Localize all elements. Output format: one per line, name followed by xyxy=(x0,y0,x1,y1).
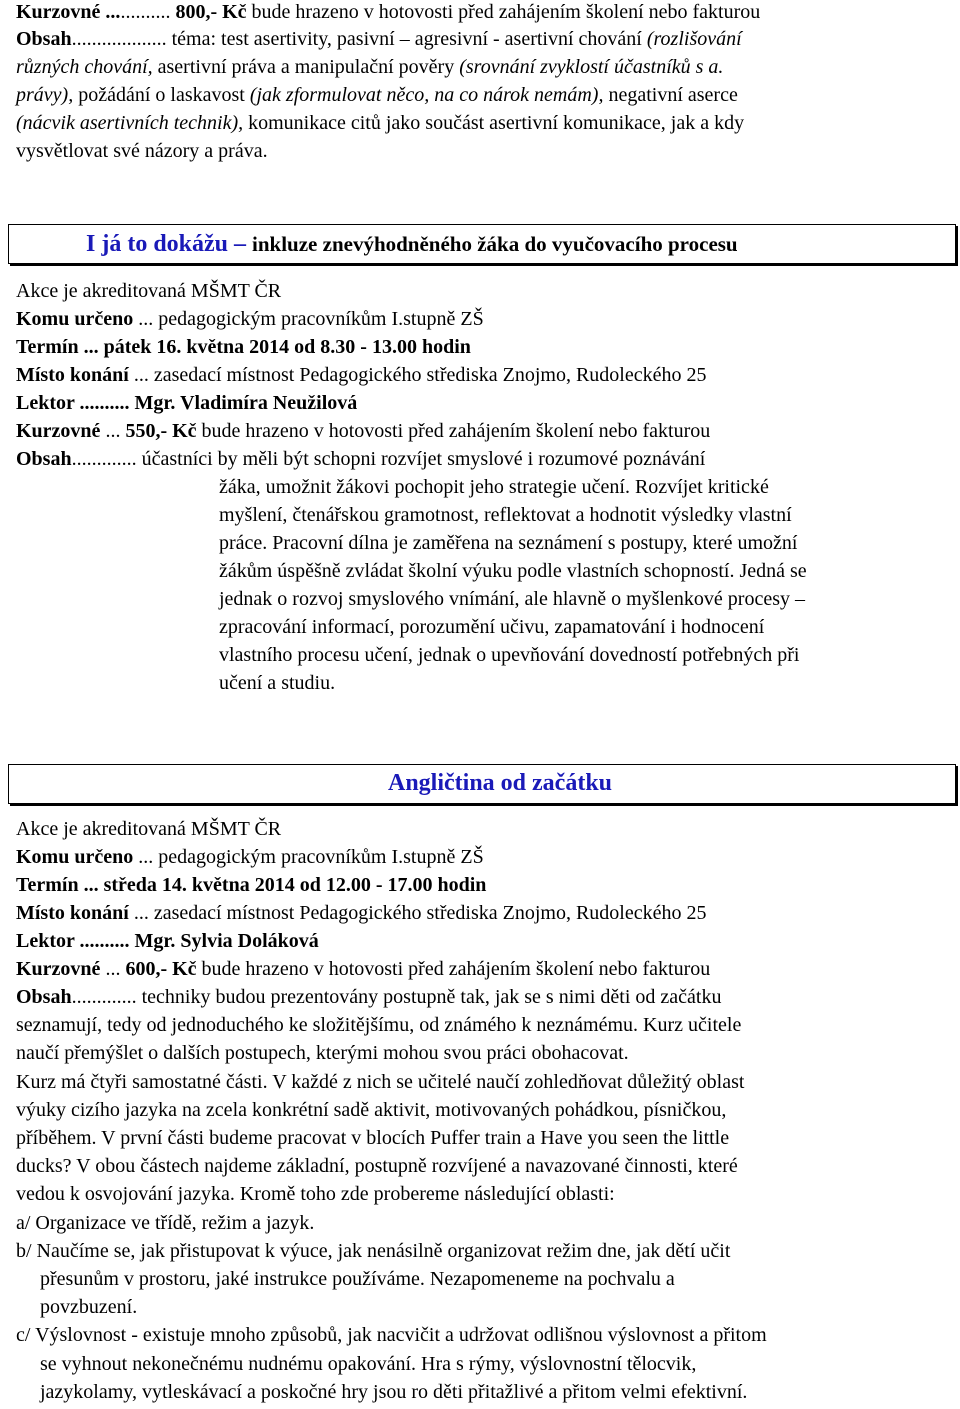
lecturer-label: Lektor xyxy=(16,392,75,414)
course-title: I já to dokážu – inkluze znevýhodněného žáka do vyučovacího procesu xyxy=(86,231,738,257)
content-label: Obsah xyxy=(16,986,72,1008)
content-line: výuky cizího jazyka na zcela konkrétní sadě aktivit, motivovaných pohádkou, písničkou, xyxy=(16,1099,727,1121)
fee-price: 550,- Kč xyxy=(125,420,197,442)
content-line: vedou k osvojování jazyka. Kromě toho zde probereme následující oblasti: xyxy=(16,1183,615,1205)
lecturer-row: Lektor .......... Mgr. Sylvia Doláková xyxy=(16,930,319,952)
content-line: žákům úspěšně zvládat školní výuku podle vlastních schopností. Jedná se xyxy=(219,560,807,582)
date-row xyxy=(16,334,471,360)
date-value: ... pátek 16. května 2014 od 8.30 - 13.00 hodin xyxy=(83,336,471,358)
audience-value: ... pedagogickým pracovníkům I.stupně ZŠ xyxy=(138,846,484,868)
content-line: zpracování informací, porozumění učivu, zapamatování i hodnocení xyxy=(219,616,765,638)
content-line: žáka, umožnit žákovi pochopit jeho strategie učení. Rozvíjet kritické xyxy=(219,476,769,498)
audience-row xyxy=(16,306,484,332)
content-line: učení a studiu. xyxy=(219,672,336,694)
date-label: Termín xyxy=(16,336,79,358)
list-item-b: b/ Naučíme se, jak přistupovat k výuce, jak nenásilně organizovat režim dne, jak dětí učit xyxy=(16,1240,731,1262)
kurzovne-row: Kurzovné ............. 800,- Kč bude hrazeno v hotovosti před zahájením školení nebo fakturou xyxy=(16,1,761,23)
kurzovne-price: 800,- Kč xyxy=(175,1,247,23)
content-row: Obsah............. účastníci by měli být schopni rozvíjet smyslové i rozumové poznávání xyxy=(16,448,706,470)
venue-value: ... zasedací místnost Pedagogického střediska Znojmo, Rudoleckého 25 xyxy=(133,364,707,386)
accreditation-note: Akce je akreditovaná MŠMT ČR xyxy=(16,818,282,840)
list-item-a: a/ Organizace ve třídě, režim a jazyk. xyxy=(16,1212,315,1234)
content-line: jednak o rozvoj smyslového vnímání, ale hlavně o myšlenkové procesy – xyxy=(219,588,805,610)
course-subtitle: inkluze znevýhodněného žáka do vyučovacího procesu xyxy=(252,232,738,256)
fee-price: 600,- Kč xyxy=(125,958,197,980)
obsah-label: Obsah xyxy=(16,28,72,50)
lecturer-label: Lektor xyxy=(16,930,75,952)
venue-value: ... zasedací místnost Pedagogického střediska Znojmo, Rudoleckého 25 xyxy=(133,902,707,924)
venue-label: Místo konání xyxy=(16,902,129,924)
list-item-c-cont: se vyhnout nekonečnému nudnému opakování. Hra s rýmy, výslovnostní tělocvik, xyxy=(40,1353,697,1375)
content-line: práce. Pracovní dílna je zaměřena na seznámení s postupy, které umožní xyxy=(219,532,798,554)
content-line: myšlení, čtenářskou gramotnost, reflektovat a hodnotit výsledky vlastní xyxy=(219,504,792,526)
audience-label: Komu určeno xyxy=(16,846,134,868)
lecturer-row: Lektor .......... Mgr. Vladimíra Neužilová xyxy=(16,392,358,414)
audience-row xyxy=(16,844,484,870)
content-line: vlastního procesu učení, jednak o upevňování dovedností potřebných při xyxy=(219,644,800,666)
content-line: Kurz má čtyři samostatné části. V každé z nich se učitelé naučí zohledňovat důležitý oblast xyxy=(16,1071,745,1093)
obsah-line: právy), požádání o laskavost (jak zformulovat něco, na co nárok nemám), negativní aserce xyxy=(16,84,738,106)
content-line: naučí přemýšlet o dalších postupech, kterými mohou svou práci obohacovat. xyxy=(16,1042,629,1064)
lecturer-value: ... Mgr. Vladimíra Neužilová xyxy=(114,392,358,414)
fee-label: Kurzovné xyxy=(16,420,101,442)
lecturer-value: ... Mgr. Sylvia Doláková xyxy=(114,930,319,952)
audience-label: Komu určeno xyxy=(16,308,134,330)
obsah-line: (nácvik asertivních technik), komunikace citů jako součást asertivní komunikace, jak a kdy xyxy=(16,112,745,134)
content-line: ducks? V obou částech najdeme základní, postupně rozvíjené a navazované činnosti, které xyxy=(16,1155,738,1177)
content-row: Obsah............. techniky budou prezentovány postupně tak, jak se s nimi děti od začátku xyxy=(16,986,722,1008)
obsah-line: různých chování, asertivní práva a manipulační pověry (srovnání zvyklostí účastníků s a. xyxy=(16,56,724,78)
fee-row: Kurzovné ... 550,- Kč bude hrazeno v hotovosti před zahájením školení nebo fakturou xyxy=(16,420,711,442)
fee-row: Kurzovné ... 600,- Kč bude hrazeno v hotovosti před zahájením školení nebo fakturou xyxy=(16,958,711,980)
content-label: Obsah xyxy=(16,448,72,470)
fee-label: Kurzovné xyxy=(16,958,101,980)
date-row xyxy=(16,872,486,898)
course-title: Angličtina od začátku xyxy=(388,770,613,796)
kurzovne-label: Kurzovné ... xyxy=(16,1,121,23)
course-title-main: I já to dokážu xyxy=(86,231,229,257)
list-item-c: c/ Výslovnost - existuje mnoho způsobů, jak nacvičit a udržovat odlišnou výslovnost a přitom xyxy=(16,1324,767,1346)
obsah-line: vysvětlovat své názory a práva. xyxy=(16,140,268,162)
date-label: Termín xyxy=(16,874,79,896)
list-item-b-cont: povzbuzení. xyxy=(40,1296,138,1318)
accreditation-note: Akce je akreditovaná MŠMT ČR xyxy=(16,280,282,302)
list-item-b-cont: přesunům v prostoru, jaké instrukce používáme. Nezapomeneme na pochvalu a xyxy=(40,1268,675,1290)
content-line: seznamují, tedy od jednoduchého ke složitějšímu, od známého k neznámému. Kurz učitele xyxy=(16,1014,742,1036)
venue-row xyxy=(16,362,706,388)
audience-value: ... pedagogickým pracovníkům I.stupně ZŠ xyxy=(138,308,484,330)
kurzovne-text: bude hrazeno v hotovosti před zahájením školení nebo fakturou xyxy=(246,1,761,23)
date-value: ... středa 14. května 2014 od 12.00 - 17.00 hodin xyxy=(83,874,487,896)
venue-row xyxy=(16,900,706,926)
list-item-c-cont: jazykolamy, vytleskávací a poskočné hry jsou ro děti přitažlivé a přitom velmi efektivní. xyxy=(40,1381,748,1403)
content-line: příběhem. V první části budeme pracovat v blocích Puffer train a Have you seen the little xyxy=(16,1127,730,1149)
obsah-row: Obsah................... téma: test asertivity, pasivní – agresivní - asertivní chování (rozlišování xyxy=(16,28,742,50)
venue-label: Místo konání xyxy=(16,364,129,386)
